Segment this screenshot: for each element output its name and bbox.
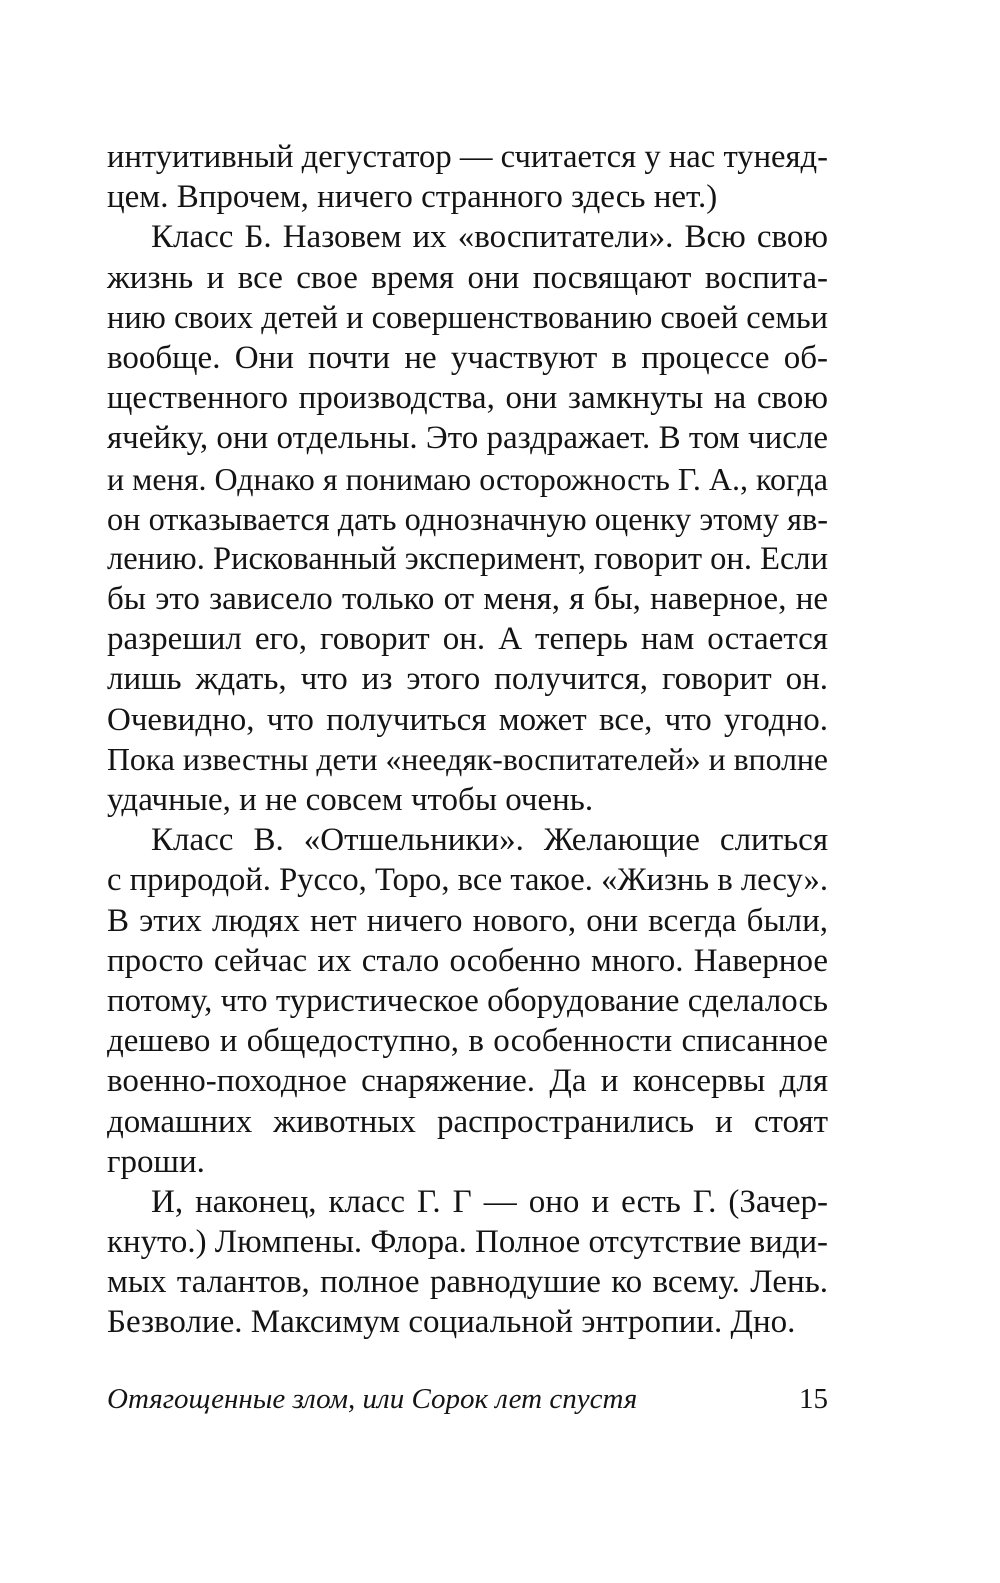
text-line: интуитивный дегустатор — считается у нас тунеяд- [107,139,828,175]
text-line: Класс В. «Отшельники». Желающие слиться [151,822,828,859]
text-line: нию своих детей и совершенствованию своей семьи [107,299,828,336]
text-line: он отказывается дать однозначную оценку этому яв- [107,500,828,537]
text-line: с природой. Руссо, Торо, все такое. «Жизнь в лесу». [107,862,828,899]
text-line: мых талантов, полное равнодушие ко всему. Лень. [107,1264,828,1301]
text-line: вообще. Они почти не участвуют в процессе об- [107,339,828,376]
text-line: военно-походное снаряжение. Да и консервы для [107,1063,828,1100]
text-line: Безволие. Максимум социальной энтропии. Дно. [107,1304,796,1341]
text-line: Пока известны дети «неедяк-воспитателей» и вполне [107,741,828,777]
text-line: Класс Б. Назовем их «воспитатели». Всю свою [151,219,828,256]
text-line: лению. Рискованный эксперимент, говорит он. Если [107,540,828,577]
text-line: гроши. [107,1143,205,1180]
text-line: дешево и общедоступно, в особенности списанное [107,1023,828,1060]
body-text [107,137,828,1343]
running-title: Отягощенные злом, или Сорок лет спустя [107,1383,638,1415]
text-line: кнуто.) Люмпены. Флора. Полное отсутствие види- [107,1224,828,1261]
text-line: потому, что туристическое оборудование сделалось [107,982,828,1019]
text-line: Очевидно, что получиться может все, что угодно. [107,701,828,738]
text-line: В этих людях нет ничего нового, они всегда были, [107,902,828,939]
text-line: удачные, и не совсем чтобы очень. [107,782,594,818]
text-line: бы это зависело только от меня, я бы, наверное, не [107,581,828,618]
text-line: домашних животных распространились и стоят [107,1103,828,1140]
text-line: разрешил его, говорит он. А теперь нам остается [107,621,828,658]
page-footer [107,1383,828,1427]
page-number: 15 [799,1383,828,1415]
text-line: лишь ждать, что из этого получится, говорит он. [107,661,828,698]
text-line: И, наконец, класс Г. Г — оно и есть Г. (Зачер- [151,1183,828,1220]
text-line: щественного производства, они замкнуты на свою [107,380,828,417]
text-line: жизнь и все свое время они посвящают воспита- [107,259,828,296]
text-line: просто сейчас их стало особенно много. Наверное [107,942,828,979]
text-line: цем. Впрочем, ничего странного здесь нет.) [107,179,718,216]
text-line: ячейку, они отдельны. Это раздражает. В том числе [107,420,828,457]
text-line: и меня. Однако я понимаю осторожность Г. А., когда [107,460,828,497]
